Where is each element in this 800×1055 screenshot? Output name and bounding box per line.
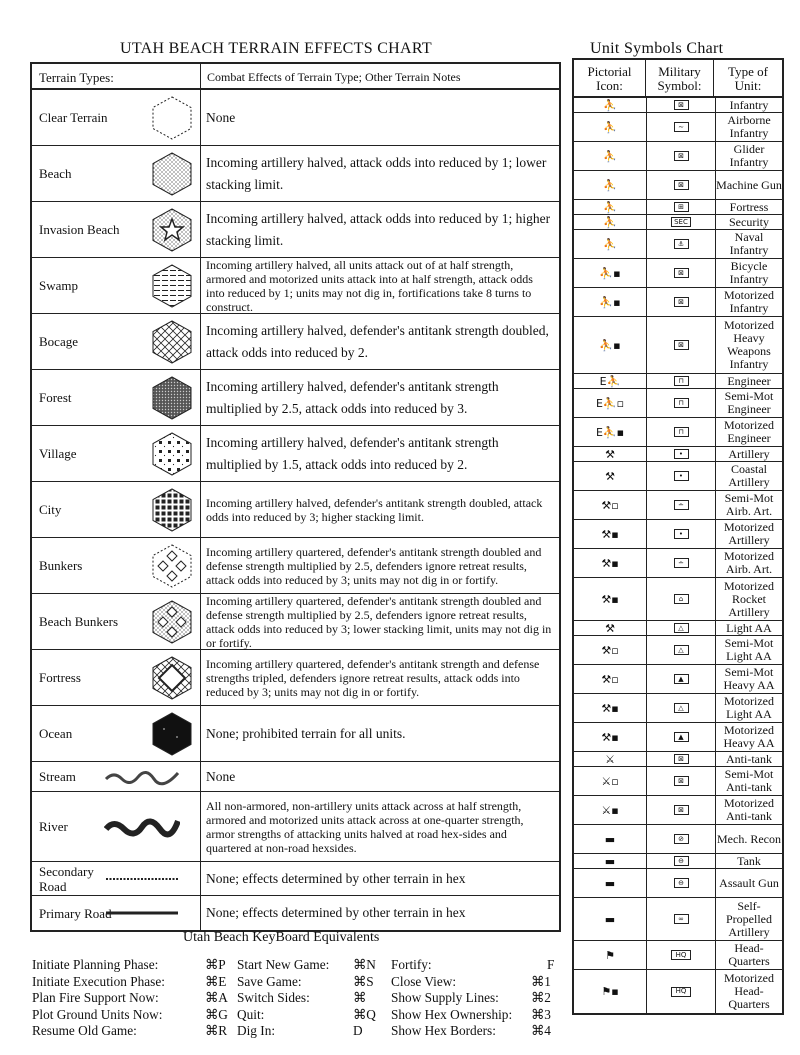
unit-row [574, 288, 782, 317]
military-symbol-icon: ⊠ [647, 288, 716, 316]
secondary-road-icon [112, 862, 201, 895]
terrain-effect: Incoming artillery quartered, defender's antitank strength and defense strengths tripled, defenders ignore retreat results, attack odds into reduced by 3; units may not dig in or fortify. [206, 656, 540, 699]
pictorial-icon: ▬ [574, 869, 647, 897]
unit-type: Bicycle Infantry [729, 259, 769, 286]
military-symbol-icon: SEC [647, 215, 716, 229]
terrain-effect: Incoming artillery quartered, defender's antitank strength doubled and defense strength multiplied by 2.5, defenders ignore retreat results, attack odds into reduced by 3; units may not dig in or fortify. [206, 544, 542, 587]
terrain-row [32, 426, 559, 482]
terrain-name: Beach [39, 166, 72, 181]
unit-row [574, 898, 782, 941]
terrain-effect: Incoming artillery halved, defender's antitank strength doubled, attack odds into reduced by 3; higher stacking limit. [206, 495, 543, 524]
unit-row [574, 171, 782, 200]
terrain-name: Beach Bunkers [39, 614, 119, 629]
military-symbol-icon: ⊠ [647, 259, 716, 287]
military-symbol-icon: ▲ [647, 723, 716, 751]
military-symbol-icon: ⚓ [647, 230, 716, 258]
unit-row [574, 578, 782, 621]
pictorial-icon: ⛹▪ [574, 317, 647, 373]
unit-row [574, 462, 782, 491]
unit-type: Machine Gun [716, 177, 782, 192]
terrain-effect: Incoming artillery halved, defender's antitank strength multiplied by 1.5, attack odds into reduced by 2. [206, 434, 499, 472]
unit-row [574, 317, 782, 374]
unit-type: Infantry [729, 97, 769, 112]
village-hex-icon [144, 426, 201, 481]
unit-row [574, 142, 782, 171]
pictorial-icon: ⚑ [574, 941, 647, 969]
pictorial-icon: ⛹ [574, 142, 647, 170]
terrain-effect: Incoming artillery quartered, defender's antitank strength doubled and defense strength multiplied by 2.5, defenders ignore retreat results, attack odds into reduced by 3; lower stacking limit, units may not dig in or fortify. [206, 593, 552, 650]
unit-row [574, 389, 782, 418]
shortcut-label: Start New Game: [237, 957, 330, 972]
terrain-effect: Incoming artillery halved, defender's antitank strength doubled, attack odds into reduced by 2. [206, 322, 549, 360]
terrain-row [32, 258, 559, 314]
military-symbol-icon: HQ [647, 941, 716, 969]
shortcut-label: Fortify: [391, 957, 432, 972]
unit-type: Semi-Mot Engineer [724, 389, 774, 416]
unit-type: Motorized Anti-tank [724, 796, 774, 823]
unit-row [574, 723, 782, 752]
terrain-row [32, 762, 559, 792]
unit-row [574, 98, 782, 113]
military-symbol-icon: △ [647, 694, 716, 722]
military-symbol-icon: ⊠ [647, 142, 716, 170]
unit-row [574, 869, 782, 898]
unit-row [574, 418, 782, 447]
pictorial-icon: ▬ [574, 854, 647, 868]
military-symbol-icon: • [647, 520, 716, 548]
shortcut-key: D [353, 1023, 363, 1038]
pictorial-icon: ⚒▪ [574, 723, 647, 751]
shortcut-label: Quit: [237, 1006, 265, 1022]
forest-hex-icon [144, 370, 201, 425]
beach-hex-icon [144, 146, 201, 201]
terrain-effect: None; effects determined by other terrain in hex [206, 905, 466, 920]
shortcut-key: ⌘S [353, 973, 374, 989]
unit-type-header: Type of Unit: [728, 64, 768, 93]
pictorial-icon: ⛹ [574, 230, 647, 258]
terrain-effect: Incoming artillery halved, defender's antitank strength multiplied by 2.5, attack odds into reduced by 3. [206, 378, 499, 416]
unit-row [574, 767, 782, 796]
pictorial-icon-header: Pictorial Icon: [574, 60, 646, 96]
unit-row [574, 970, 782, 1013]
city-hex-icon [144, 482, 201, 537]
unit-row [574, 636, 782, 665]
pictorial-icon: ⛹ [574, 171, 647, 199]
pictorial-icon: E⛹▫ [574, 389, 647, 417]
pictorial-icon: ⚒▪ [574, 549, 647, 577]
shortcut-label: Save Game: [237, 973, 302, 989]
shortcut-key: ⌘G [205, 1006, 228, 1022]
terrain-effect: Incoming artillery halved, attack odds into reduced by 1; lower stacking limit. [206, 154, 547, 192]
unit-type: Motorized Head-Quarters [724, 971, 774, 1011]
unit-row [574, 259, 782, 288]
invasion-beach-hex-icon [144, 202, 201, 257]
primary-road-icon [112, 896, 201, 930]
terrain-name: Swamp [39, 278, 78, 293]
terrain-name: Bunkers [39, 558, 83, 573]
terrain-effect: None; effects determined by other terrain in hex [206, 870, 466, 886]
shortcut-key: ⌘P [205, 957, 226, 972]
terrain-row [32, 862, 559, 896]
pictorial-icon: ⛹ [574, 98, 647, 112]
terrain-name: Primary Road [39, 905, 112, 921]
terrain-row [32, 202, 559, 258]
pictorial-icon: ▬ [574, 898, 647, 940]
military-symbol-icon: ⌂ [647, 578, 716, 620]
unit-row [574, 752, 782, 767]
pictorial-icon: ⚒ [574, 462, 647, 490]
shortcut-key: ⌘3 [531, 1006, 551, 1022]
terrain-types-header: Terrain Types: [32, 64, 201, 88]
unit-type: Engineer [727, 373, 771, 388]
terrain-row [32, 594, 559, 650]
terrain-name: City [39, 502, 62, 517]
shortcut-key: ⌘R [205, 1023, 228, 1038]
shortcut-label: Show Hex Borders: [391, 1023, 496, 1038]
pictorial-icon: ⚔ [574, 752, 647, 766]
pictorial-icon: ⛹▪ [574, 288, 647, 316]
terrain-row [32, 482, 559, 538]
unit-type: Head-Quarters [728, 941, 770, 968]
shortcut-key: ⌘Q [353, 1006, 376, 1022]
terrain-row [32, 538, 559, 594]
military-symbol-icon: ∞ [647, 898, 716, 940]
shortcut-label: Resume Old Game: [32, 1023, 137, 1038]
pictorial-icon: ⚔▫ [574, 767, 647, 795]
terrain-row [32, 370, 559, 426]
military-symbol-icon: ⊠ [647, 171, 716, 199]
pictorial-icon: ⚒▫ [574, 636, 647, 664]
terrain-row [32, 314, 559, 370]
pictorial-icon: ⚒▫ [574, 665, 647, 693]
terrain-row [32, 650, 559, 706]
unit-row [574, 215, 782, 230]
shortcut-key: F [547, 957, 555, 972]
military-symbol-icon: ⊠ [647, 752, 716, 766]
terrain-table-header [32, 64, 559, 90]
pictorial-icon: ⚒▪ [574, 578, 647, 620]
unit-type: Security [729, 214, 769, 229]
military-symbol-icon: ⊠ [647, 98, 716, 112]
unit-type: Self-Propelled Artillery [726, 898, 772, 939]
terrain-name: Clear Terrain [39, 110, 108, 125]
military-symbol-icon: △ [647, 636, 716, 664]
terrain-name: Ocean [39, 726, 73, 741]
unit-type: Tank [737, 853, 761, 868]
shortcut-key: ⌘ [353, 990, 367, 1005]
unit-row [574, 374, 782, 389]
military-symbol-icon: ⊖ [647, 854, 716, 868]
unit-row [574, 941, 782, 970]
unit-type: Motorized Heavy Weapons Infantry [724, 318, 774, 371]
terrain-effect: None [206, 109, 236, 125]
unit-row [574, 854, 782, 869]
ocean-hex-icon [144, 706, 201, 761]
unit-row [574, 447, 782, 462]
unit-type: Light AA [726, 620, 772, 635]
unit-type: Motorized Airb. Art. [724, 549, 774, 576]
pictorial-icon: ⛹ [574, 113, 647, 141]
unit-row [574, 549, 782, 578]
military-symbol-icon: ⊓ [647, 374, 716, 388]
shortcut-label: Initiate Execution Phase: [32, 973, 165, 989]
unit-row [574, 694, 782, 723]
unit-row [574, 520, 782, 549]
unit-type: Semi-Mot Anti-tank [724, 767, 774, 794]
terrain-chart-title: UTAH BEACH TERRAIN EFFECTS CHART [120, 40, 432, 57]
military-symbol-header: Military Symbol: [646, 60, 714, 96]
terrain-effect: All non-armored, non-artillery units attack across at half strength, armored and motorized units attack across at one-quarter strength, armor strengths of attacking units halved at road hex-sides and quartered at non-road hexsides. [206, 798, 524, 855]
pictorial-icon: E⛹▪ [574, 418, 647, 446]
pictorial-icon: ⚒▫ [574, 491, 647, 519]
pictorial-icon: ⛹▪ [574, 259, 647, 287]
terrain-name: Invasion Beach [39, 222, 120, 237]
terrain-row [32, 792, 559, 862]
unit-symbols-table [572, 58, 784, 1015]
unit-type: Semi-Mot Heavy AA [723, 665, 775, 692]
terrain-effect: Incoming artillery halved, all units attack out of at half strength, armored and motorized units attack into at half strength, attack odds into reduced by 1; units may not dig in, fortifications take 8 turns to construct. [206, 257, 533, 314]
terrain-name: Forest [39, 390, 72, 405]
terrain-row [32, 146, 559, 202]
pictorial-icon: ▬ [574, 825, 647, 853]
stream-line-icon [112, 762, 201, 791]
military-symbol-icon: ⊓ [647, 389, 716, 417]
pictorial-icon: ⛹ [574, 215, 647, 229]
military-symbol-icon: △ [647, 621, 716, 635]
shortcut-label: Show Hex Ownership: [391, 1006, 513, 1022]
fortress-hex-icon [144, 650, 201, 705]
terrain-name: Bocage [39, 334, 78, 349]
river-line-icon [112, 792, 201, 861]
unit-type: Anti-tank [726, 751, 772, 766]
terrain-effect: None [206, 768, 236, 784]
military-symbol-icon: ⊘ [647, 825, 716, 853]
combat-effects-header: Combat Effects of Terrain Type; Other Terrain Notes [207, 70, 461, 84]
shortcut-key: ⌘A [205, 990, 228, 1005]
unit-type: Motorized Light AA [724, 694, 774, 721]
shortcut-label: Close View: [391, 973, 457, 989]
unit-row [574, 665, 782, 694]
terrain-row [32, 90, 559, 146]
unit-row [574, 230, 782, 259]
swamp-hex-icon [144, 258, 201, 313]
shortcut-key: ⌘1 [531, 973, 551, 989]
pictorial-icon: ⚑▪ [574, 970, 647, 1013]
shortcut-key: ⌘N [353, 957, 376, 972]
military-symbol-icon: ⊠ [647, 317, 716, 373]
military-symbol-icon: ∸ [647, 491, 716, 519]
shortcut-label: Switch Sides: [237, 990, 310, 1005]
military-symbol-icon: ⊖ [647, 869, 716, 897]
pictorial-icon: ⛹ [574, 200, 647, 214]
unit-type: Motorized Engineer [724, 418, 774, 445]
terrain-name: Stream [39, 769, 76, 784]
unit-row [574, 113, 782, 142]
terrain-name: Secondary Road [39, 863, 94, 894]
shortcut-label: Show Supply Lines: [391, 990, 499, 1005]
unit-type: Artillery [728, 446, 770, 461]
shortcut-label: Initiate Planning Phase: [32, 957, 159, 972]
clear-hex-icon [144, 90, 201, 145]
military-symbol-icon: ∼ [647, 113, 716, 141]
pictorial-icon: ⚒ [574, 447, 647, 461]
terrain-row [32, 706, 559, 762]
military-symbol-icon: • [647, 462, 716, 490]
bunkers-hex-icon [144, 538, 201, 593]
unit-type: Naval Infantry [729, 230, 769, 257]
shortcut-key: ⌘4 [531, 1023, 551, 1038]
shortcut-label: Dig In: [237, 1023, 276, 1038]
unit-type: Motorized Artillery [724, 520, 774, 547]
unit-type: Motorized Heavy AA [723, 723, 775, 750]
shortcut-key: ⌘E [205, 973, 227, 989]
unit-type: Semi-Mot Airb. Art. [724, 491, 774, 518]
military-symbol-icon: ▲ [647, 665, 716, 693]
unit-row [574, 825, 782, 854]
pictorial-icon: ⚒▪ [574, 520, 647, 548]
shortcut-label: Plan Fire Support Now: [32, 990, 159, 1005]
shortcut-label: Plot Ground Units Now: [32, 1006, 163, 1022]
beach-bunkers-hex-icon [144, 594, 201, 649]
unit-type: Glider Infantry [729, 142, 769, 169]
military-symbol-icon: HQ [647, 970, 716, 1013]
unit-chart-title: Unit Symbols Chart [590, 40, 724, 57]
pictorial-icon: ⚔▪ [574, 796, 647, 824]
unit-type: Mech. Recon [717, 831, 781, 846]
terrain-name: Fortress [39, 670, 81, 685]
military-symbol-icon: ∸ [647, 549, 716, 577]
unit-type: Coastal Artillery [728, 462, 770, 489]
military-symbol-icon: • [647, 447, 716, 461]
unit-type: Assault Gun [719, 875, 779, 890]
terrain-name: Village [39, 446, 77, 461]
military-symbol-icon: ⊓ [647, 418, 716, 446]
military-symbol-icon: ⊠ [647, 767, 716, 795]
unit-table-header [574, 60, 782, 98]
pictorial-icon: ⚒▪ [574, 694, 647, 722]
terrain-effect: None; prohibited terrain for all units. [206, 725, 406, 741]
terrain-row [32, 896, 559, 930]
bocage-hex-icon [144, 314, 201, 369]
military-symbol-icon: ⊠ [647, 796, 716, 824]
unit-type: Semi-Mot Light AA [724, 636, 774, 663]
shortcut-key: ⌘2 [531, 990, 551, 1005]
terrain-effect: Incoming artillery halved, attack odds into reduced by 1; higher stacking limit. [206, 210, 551, 248]
unit-type: Fortress [729, 199, 769, 214]
military-symbol-icon: ⊞ [647, 200, 716, 214]
unit-row [574, 200, 782, 215]
pictorial-icon: ⚒ [574, 621, 647, 635]
unit-type: Motorized Rocket Artillery [724, 578, 774, 619]
unit-type: Motorized Infantry [724, 288, 774, 315]
unit-row [574, 621, 782, 636]
unit-row [574, 491, 782, 520]
unit-row [574, 796, 782, 825]
keyboard-title: Utah Beach KeyBoard Equivalents [183, 930, 380, 945]
terrain-effects-table [30, 62, 561, 932]
terrain-name: River [39, 819, 68, 834]
pictorial-icon: E⛹ [574, 374, 647, 388]
unit-type: Airborne Infantry [727, 113, 771, 140]
